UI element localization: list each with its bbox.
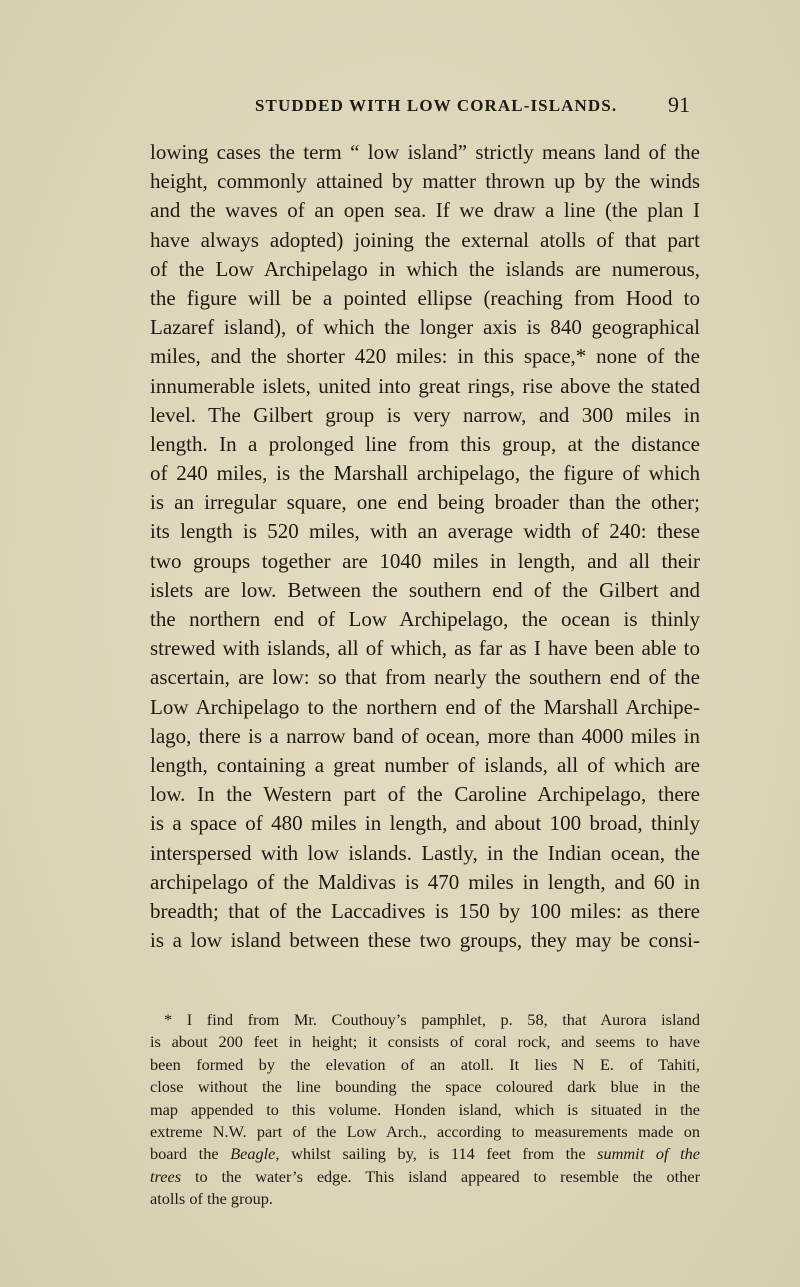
footnote-line: extreme N.W. part of the Low Arch., according to measurements made on	[150, 1121, 700, 1141]
footnote-line: is about 200 feet in height; it consists of coral rock, and seems to have	[150, 1032, 700, 1052]
body-line: its length is 520 miles, with an average width of 240: these	[150, 519, 700, 544]
body-line: archipelago of the Maldivas is 470 miles in length, and 60 in	[150, 869, 700, 894]
body-line: the northern end of Low Archipelago, the ocean is thinly	[150, 607, 700, 631]
body-line: strewed with islands, all of which, as far as I have been able to	[150, 636, 700, 661]
running-head-title: STUDDED WITH LOW CORAL-ISLANDS.	[255, 96, 618, 115]
ship-name: Beagle	[230, 1144, 276, 1164]
body-line: islets are low. Between the southern end of the Gilbert and	[150, 577, 700, 602]
body-line: lago, there is a narrow band of ocean, more than 4000 miles in	[150, 723, 700, 748]
body-line: is a low island between these two groups, they may be consi-	[150, 928, 700, 953]
footnote	[150, 1009, 700, 1211]
footnote-line: close without the line bounding the space coloured dark blue in the	[150, 1077, 700, 1097]
body-line: of the Low Archipelago in which the islands are numerous,	[150, 256, 700, 281]
body-line: length. In a prolonged line from this group, at the distance	[150, 431, 700, 456]
footnote-text: board the	[150, 1144, 231, 1164]
body-line: have always adopted) joining the external atolls of that part	[150, 227, 700, 252]
body-line: low. In the Western part of the Caroline Archipelago, there	[150, 782, 700, 807]
footnote-line	[150, 1166, 700, 1188]
body-line: innumerable islets, united into great rings, rise above the stated	[150, 373, 700, 398]
footnote-text: to the water’s edge. This island appeared to resemble the other	[181, 1166, 700, 1186]
body-line: lowing cases the term “ low island” strictly means land of the	[150, 140, 700, 164]
body-line: two groups together are 1040 miles in length, and all their	[150, 548, 700, 573]
body-line: is a space of 480 miles in length, and about 100 broad, thinly	[150, 811, 700, 836]
footnote-line: map appended to this volume. Honden island, which is situated in the	[150, 1099, 700, 1119]
body-line: height, commonly attained by matter thrown up by the winds	[150, 169, 700, 194]
body-line: Low Archipelago to the northern end of the Marshall Archipe-	[150, 694, 700, 719]
body-line: of 240 miles, is the Marshall archipelago, the figure of which	[150, 461, 700, 486]
body-line: miles, and the shorter 420 miles: in this space,* none of the	[150, 344, 700, 369]
footnote-line: atolls of the group.	[150, 1189, 273, 1209]
body-line: interspersed with low islands. Lastly, in the Indian ocean, the	[150, 840, 700, 865]
body-line: breadth; that of the Laccadives is 150 by 100 miles: as there	[150, 898, 700, 923]
body-line: Lazaref island), of which the longer axis is 840 geographical	[150, 315, 700, 340]
footnote-text: , whilst sailing by, is 114 feet from the	[275, 1144, 598, 1164]
body-line: and the waves of an open sea. If we draw a line (the plan I	[150, 198, 700, 223]
footnote-line: been formed by the elevation of an atoll. It lies N E. of Tahiti,	[150, 1054, 700, 1074]
body-text	[150, 138, 700, 955]
body-line: ascertain, are low: so that from nearly the southern end of the	[150, 665, 700, 690]
emphasis-text: summit of the	[597, 1144, 700, 1164]
body-line: level. The Gilbert group is very narrow, and 300 miles in	[150, 402, 700, 427]
body-line: the figure will be a pointed ellipse (reaching from Hood to	[150, 285, 700, 310]
body-line: is an irregular square, one end being broader than the other;	[150, 490, 700, 515]
footnote-line: * I find from Mr. Couthouy’s pamphlet, p. 58, that Aurora island	[164, 1010, 700, 1029]
emphasis-text: trees	[150, 1166, 182, 1186]
page-number: 91	[668, 92, 690, 117]
footnote-line	[150, 1143, 700, 1165]
body-line: length, containing a great number of islands, all of which are	[150, 752, 700, 777]
